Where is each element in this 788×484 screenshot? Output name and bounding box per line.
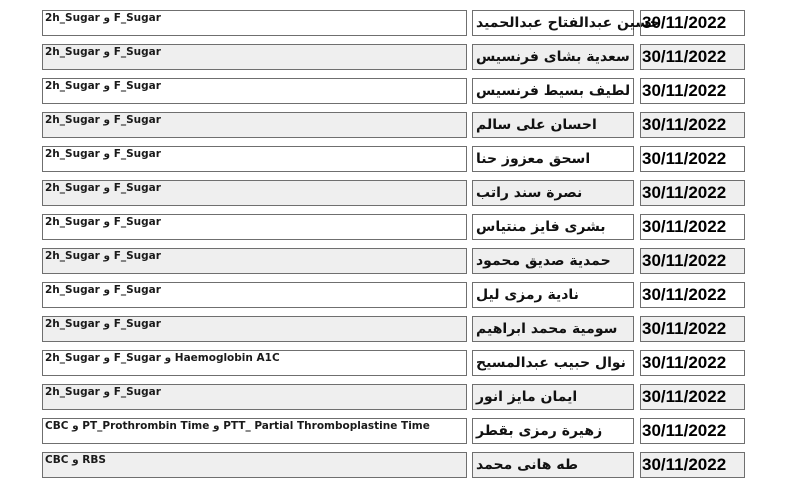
patient-name-text: ايمان مايز انور [476, 389, 578, 405]
tests-text: CBC و PT_Prothrombin Time و PTT_ Partial Thromboplastine Time [45, 420, 430, 432]
tests-cell [42, 78, 467, 104]
tests-cell [42, 214, 467, 240]
date-text: 30/11/2022 [642, 115, 727, 134]
date-cell [640, 452, 745, 478]
tests-text: 2h_Sugar و F_Sugar [45, 318, 161, 330]
date-cell [640, 146, 745, 172]
table-row [40, 280, 750, 314]
date-cell [640, 44, 745, 70]
date-cell [640, 78, 745, 104]
table-row [40, 348, 750, 382]
table-row [40, 212, 750, 246]
date-cell [640, 214, 745, 240]
tests-cell [42, 350, 467, 376]
patient-name-cell [472, 316, 634, 342]
tests-text: 2h_Sugar و F_Sugar [45, 148, 161, 160]
patient-name-text: لطيف بسيط فرنسيس [476, 83, 631, 99]
table-row [40, 450, 750, 484]
table-row [40, 76, 750, 110]
tests-cell [42, 282, 467, 308]
tests-cell [42, 10, 467, 36]
patient-name-text: نوال حبيب عبدالمسيح [476, 355, 626, 371]
date-text: 30/11/2022 [642, 149, 727, 168]
date-text: 30/11/2022 [642, 217, 727, 236]
patient-name-text: حسين عبدالفتاح عبدالحميد [476, 15, 660, 31]
tests-cell [42, 112, 467, 138]
date-text: 30/11/2022 [642, 13, 727, 32]
tests-cell [42, 384, 467, 410]
table-row [40, 8, 750, 42]
date-cell [640, 418, 745, 444]
tests-cell [42, 146, 467, 172]
table-row [40, 416, 750, 450]
table-row [40, 382, 750, 416]
date-text: 30/11/2022 [642, 455, 727, 474]
patient-name-text: نصرة سند راتب [476, 185, 583, 201]
date-text: 30/11/2022 [642, 421, 727, 440]
tests-text: CBC و RBS [45, 454, 106, 466]
patient-name-cell [472, 44, 634, 70]
date-text: 30/11/2022 [642, 285, 727, 304]
patient-name-text: زهيرة رمزى بقطر [476, 423, 603, 439]
patient-name-cell [472, 384, 634, 410]
date-text: 30/11/2022 [642, 81, 727, 100]
tests-text: 2h_Sugar و F_Sugar [45, 182, 161, 194]
results-table [40, 8, 750, 484]
tests-cell [42, 418, 467, 444]
patient-name-text: حمدية صديق محمود [476, 253, 611, 269]
table-row [40, 178, 750, 212]
tests-cell [42, 316, 467, 342]
patient-name-text: سعدية بشاى فرنسيس [476, 49, 630, 65]
patient-name-cell [472, 112, 634, 138]
patient-name-cell [472, 146, 634, 172]
patient-name-cell [472, 418, 634, 444]
table-row [40, 314, 750, 348]
date-text: 30/11/2022 [642, 319, 727, 338]
patient-name-cell [472, 248, 634, 274]
date-cell [640, 350, 745, 376]
date-cell [640, 282, 745, 308]
patient-name-text: بشرى فايز منتياس [476, 219, 606, 235]
date-cell [640, 384, 745, 410]
date-cell [640, 112, 745, 138]
tests-text: 2h_Sugar و F_Sugar [45, 216, 161, 228]
date-cell [640, 10, 745, 36]
table-row [40, 42, 750, 76]
date-cell [640, 316, 745, 342]
tests-text: 2h_Sugar و F_Sugar [45, 284, 161, 296]
table-row [40, 144, 750, 178]
tests-text: 2h_Sugar و F_Sugar [45, 114, 161, 126]
tests-text: 2h_Sugar و F_Sugar [45, 46, 161, 58]
tests-text: 2h_Sugar و F_Sugar و Haemoglobin A1C [45, 352, 280, 364]
patient-name-text: سومية محمد ابراهيم [476, 321, 618, 337]
tests-text: 2h_Sugar و F_Sugar [45, 12, 161, 24]
tests-cell [42, 44, 467, 70]
patient-name-cell [472, 10, 660, 36]
date-text: 30/11/2022 [642, 251, 727, 270]
tests-text: 2h_Sugar و F_Sugar [45, 250, 161, 262]
table-row [40, 110, 750, 144]
patient-name-cell [472, 350, 634, 376]
patient-name-text: اسحق معزوز حنا [476, 151, 591, 167]
patient-name-cell [472, 452, 634, 478]
date-text: 30/11/2022 [642, 353, 727, 372]
patient-name-cell [472, 282, 634, 308]
patient-name-text: نادية رمزى ليل [476, 287, 579, 303]
date-text: 30/11/2022 [642, 47, 727, 66]
tests-text: 2h_Sugar و F_Sugar [45, 386, 161, 398]
patient-name-cell [472, 78, 634, 104]
tests-cell [42, 452, 467, 478]
tests-cell [42, 248, 467, 274]
patient-name-cell [472, 180, 634, 206]
date-text: 30/11/2022 [642, 387, 727, 406]
table-row [40, 246, 750, 280]
tests-text: 2h_Sugar و F_Sugar [45, 80, 161, 92]
date-cell [640, 180, 745, 206]
date-cell [640, 248, 745, 274]
date-text: 30/11/2022 [642, 183, 727, 202]
patient-name-cell [472, 214, 634, 240]
patient-name-text: احسان على سالم [476, 117, 597, 133]
patient-name-text: طه هانى محمد [476, 457, 579, 473]
tests-cell [42, 180, 467, 206]
